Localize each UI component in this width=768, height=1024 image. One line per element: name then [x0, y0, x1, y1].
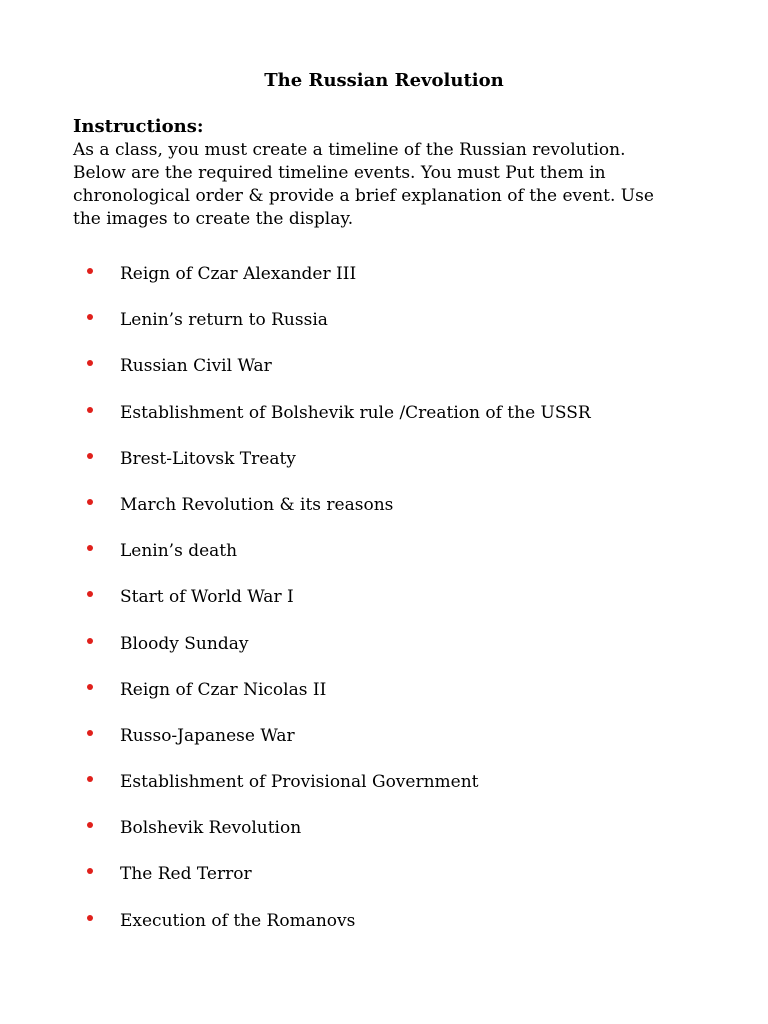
instructions-text [73, 139, 713, 231]
bullet-icon [87, 730, 93, 736]
event-label: Bolshevik Revolution [120, 818, 302, 839]
bullet-icon [87, 499, 93, 505]
timeline-events-list [0, 262, 700, 955]
instructions-line: As a class, you must create a timeline of the Russian revolution. [73, 140, 626, 160]
bullet-icon [87, 776, 93, 782]
event-label: Bloody Sunday [120, 633, 249, 654]
bullet-icon [87, 314, 93, 320]
bullet-icon [87, 868, 93, 874]
list-item [0, 770, 700, 816]
event-label: Establishment of Provisional Government [120, 772, 479, 793]
list-item [0, 539, 700, 585]
event-label: Brest-Litovsk Treaty [120, 448, 296, 469]
list-item [0, 816, 700, 862]
bullet-icon [87, 453, 93, 459]
list-item [0, 447, 700, 493]
list-item [0, 493, 700, 539]
instructions-line: chronological order & provide a brief explanation of the event. Use [73, 186, 654, 206]
event-label: Start of World War I [120, 587, 294, 608]
event-label: Lenin’s return to Russia [120, 310, 328, 331]
list-item [0, 678, 700, 724]
list-item [0, 401, 700, 447]
bullet-icon [87, 545, 93, 551]
bullet-icon [87, 822, 93, 828]
event-label: Russian Civil War [120, 356, 272, 377]
event-label: Establishment of Bolshevik rule /Creation of the USSR [120, 402, 591, 423]
bullet-icon [87, 915, 93, 921]
event-label: Lenin’s death [120, 541, 238, 562]
list-item [0, 909, 700, 955]
list-item [0, 585, 700, 631]
event-label: The Red Terror [120, 864, 252, 885]
bullet-icon [87, 360, 93, 366]
event-label: Russo-Japanese War [120, 725, 295, 746]
instructions-line: the images to create the display. [73, 209, 354, 229]
bullet-icon [87, 684, 93, 690]
bullet-icon [87, 591, 93, 597]
instructions-heading: Instructions: [73, 116, 204, 137]
bullet-icon [87, 638, 93, 644]
list-item [0, 862, 700, 908]
list-item [0, 354, 700, 400]
event-label: March Revolution & its reasons [120, 494, 394, 515]
event-label: Execution of the Romanovs [120, 910, 356, 931]
list-item [0, 632, 700, 678]
list-item [0, 262, 700, 308]
bullet-icon [87, 268, 93, 274]
event-label: Reign of Czar Alexander III [120, 264, 357, 284]
bullet-icon [87, 407, 93, 413]
list-item [0, 308, 700, 354]
event-label: Reign of Czar Nicolas II [120, 679, 327, 700]
instructions-line: Below are the required timeline events. You must Put them in [73, 163, 606, 183]
document-title: The Russian Revolution [264, 70, 504, 91]
list-item [0, 724, 700, 770]
